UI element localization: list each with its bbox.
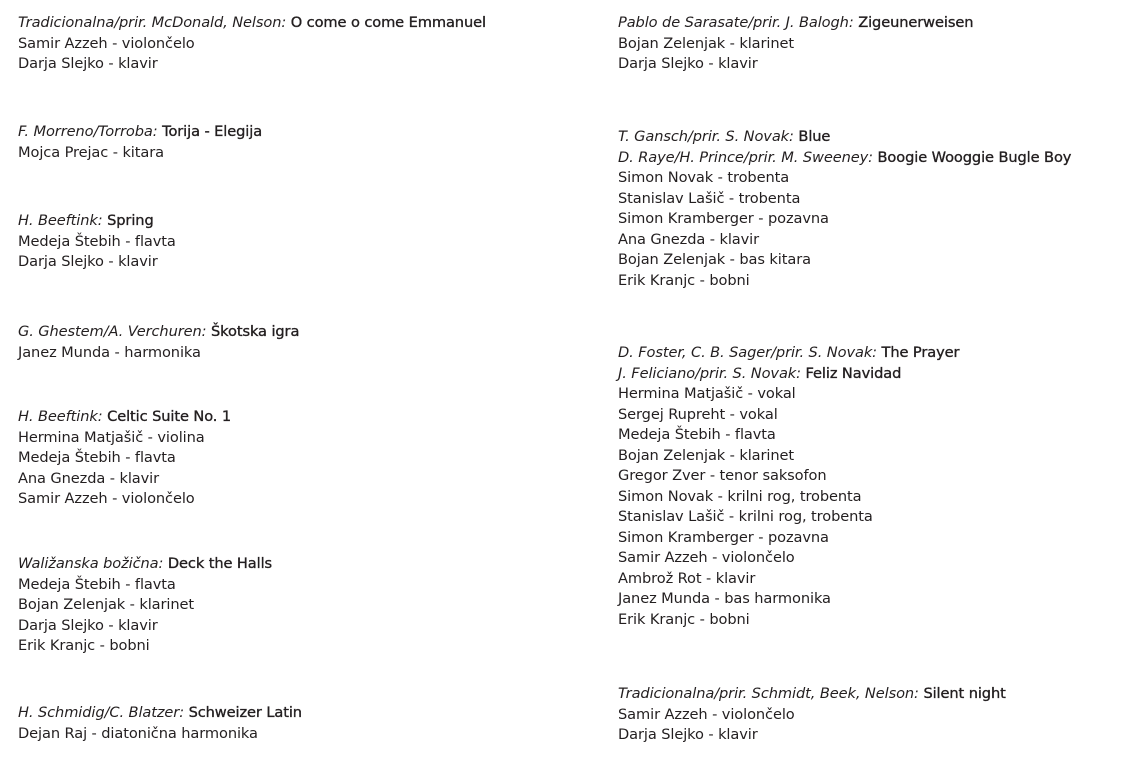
composer: Tradicionalna/prir. Schmidt, Beek, Nelson: <box>618 685 919 702</box>
program-entry <box>18 13 486 75</box>
performer: Mojca Prejac - kitara <box>18 143 164 161</box>
piece-line <box>618 343 959 364</box>
piece-line <box>618 364 959 385</box>
performer: Gregor Zver - tenor saksofon <box>618 467 827 484</box>
program-entry <box>618 684 1006 746</box>
piece-title: Deck the Halls <box>167 555 273 572</box>
performer: Hermina Matjašič - vokal <box>618 385 796 402</box>
composer: H. Beeftink: <box>18 212 103 229</box>
program-entry <box>618 343 959 630</box>
performer: Ana Gnezda - klavir <box>18 469 160 487</box>
performer: Medeja Štebih - flavta <box>18 575 176 593</box>
piece-title: Schweizer Latin <box>188 704 302 721</box>
performer: Bojan Zelenjak - klarinet <box>618 446 795 464</box>
performer: Samir Azzeh - violončelo <box>618 549 795 566</box>
performer: Samir Azzeh - violončelo <box>18 490 195 507</box>
program-entry <box>18 322 299 363</box>
program-entry <box>18 407 231 510</box>
performer: Darja Slejko - klavir <box>18 55 158 72</box>
performer: Samir Azzeh - violončelo <box>18 34 195 52</box>
piece-line <box>618 127 1071 148</box>
performer: Simon Novak - krilni rog, trobenta <box>618 487 862 505</box>
performer: Erik Kranjc - bobni <box>618 610 750 628</box>
performer: Samir Azzeh - violončelo <box>618 705 795 723</box>
composer: Waližanska božična: <box>18 555 164 572</box>
performer: Janez Munda - harmonika <box>18 343 201 361</box>
performer: Bojan Zelenjak - klarinet <box>618 34 795 52</box>
program-entry <box>618 127 1071 291</box>
performer: Stanislav Lašič - trobenta <box>618 189 801 207</box>
piece-title: The Prayer <box>881 344 960 361</box>
performer: Medeja Štebih - flavta <box>18 232 176 250</box>
performer: Simon Kramberger - pozavna <box>618 210 829 227</box>
piece-line <box>618 13 973 34</box>
composer: H. Schmidig/C. Blatzer: <box>18 704 185 721</box>
piece-line <box>18 703 302 724</box>
performer: Erik Kranjc - bobni <box>18 637 150 654</box>
piece-title: Feliz Navidad <box>805 364 902 382</box>
program-entry <box>618 13 973 75</box>
performer: Ana Gnezda - klavir <box>618 230 760 248</box>
composer: G. Ghestem/A. Verchuren: <box>18 323 207 340</box>
piece-title: Zigeunerweisen <box>858 14 974 31</box>
piece-line <box>18 122 262 143</box>
composer: Tradicionalna/prir. McDonald, Nelson: <box>18 14 287 31</box>
composer: D. Foster, C. B. Sager/prir. S. Novak: <box>618 344 877 361</box>
piece-title: Celtic Suite No. 1 <box>107 408 232 425</box>
performer: Ambrož Rot - klavir <box>618 569 756 587</box>
piece-title: Spring <box>107 212 154 229</box>
piece-line <box>18 211 176 232</box>
composer: D. Raye/H. Prince/prir. M. Sweeney: <box>618 148 873 166</box>
composer: T. Gansch/prir. S. Novak: <box>618 128 794 145</box>
composer: F. Morreno/Torroba: <box>18 123 158 140</box>
piece-title: Boogie Wooggie Bugle Boy <box>877 148 1072 166</box>
performer: Bojan Zelenjak - klarinet <box>18 596 195 613</box>
performer: Medeja Štebih - flavta <box>18 449 176 466</box>
piece-title: Blue <box>798 128 831 145</box>
composer: H. Beeftink: <box>18 408 103 425</box>
performer: Dejan Raj - diatonična harmonika <box>18 724 258 742</box>
performer: Erik Kranjc - bobni <box>618 271 750 289</box>
performer: Stanislav Lašič - krilni rog, trobenta <box>618 508 873 525</box>
program-entry <box>18 703 302 744</box>
piece-title: Škotska igra <box>211 323 300 340</box>
piece-line <box>618 684 1006 705</box>
piece-line <box>18 322 299 343</box>
performer: Hermina Matjašič - violina <box>18 428 205 446</box>
piece-title: Silent night <box>923 685 1006 702</box>
piece-line <box>18 13 486 34</box>
performer: Simon Kramberger - pozavna <box>618 528 829 546</box>
performer: Darja Slejko - klavir <box>618 55 758 72</box>
performer: Darja Slejko - klavir <box>18 616 158 634</box>
composer: J. Feliciano/prir. S. Novak: <box>618 364 801 382</box>
performer: Janez Munda - bas harmonika <box>618 590 831 607</box>
piece-line <box>18 554 272 575</box>
performer: Darja Slejko - klavir <box>18 253 158 270</box>
piece-line <box>18 407 231 428</box>
performer: Bojan Zelenjak - bas kitara <box>618 251 811 268</box>
piece-title: O come o come Emmanuel <box>290 14 486 31</box>
piece-line <box>618 148 1071 169</box>
performer: Medeja Štebih - flavta <box>618 426 776 443</box>
program-entry <box>18 122 262 163</box>
performer: Darja Slejko - klavir <box>618 726 758 743</box>
composer: Pablo de Sarasate/prir. J. Balogh: <box>618 14 854 31</box>
piece-title: Torija - Elegija <box>162 123 263 140</box>
performer: Sergej Rupreht - vokal <box>618 405 778 423</box>
performer: Simon Novak - trobenta <box>618 169 790 186</box>
program-entry <box>18 554 272 657</box>
program-entry <box>18 211 176 273</box>
